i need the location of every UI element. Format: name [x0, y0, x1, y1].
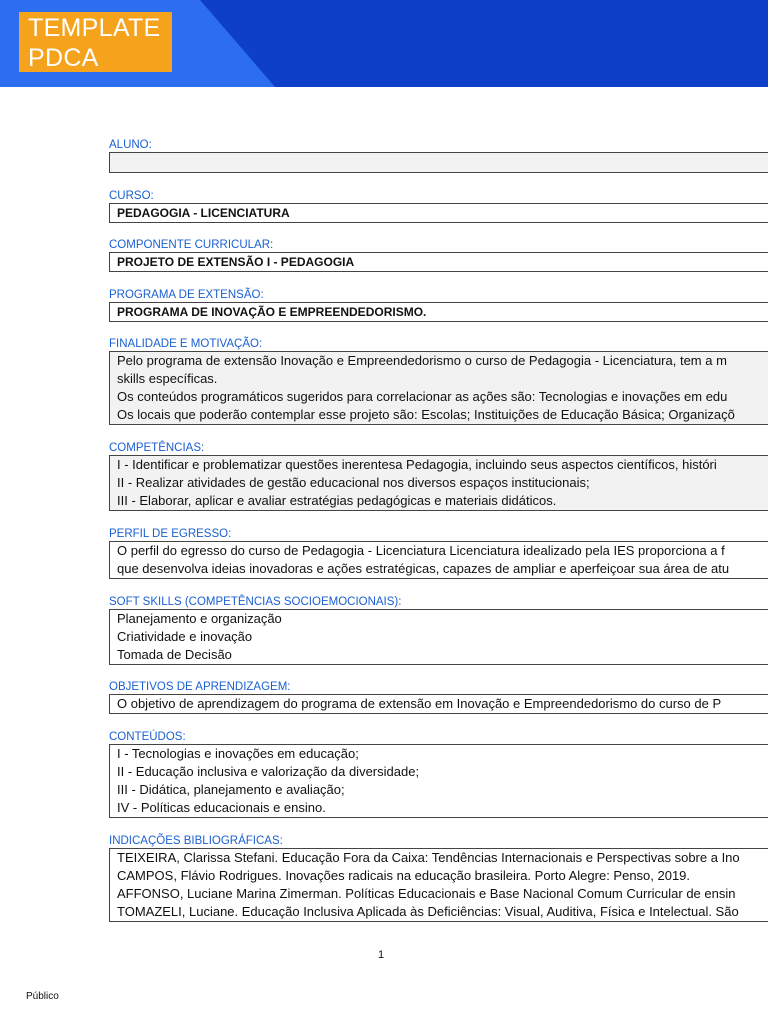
section-soft-skills — [109, 595, 768, 665]
perfil-line: que desenvolva ideias inovadoras e ações estratégicas, capazes de ampliar e aperfeiçoar sua área de atu — [117, 561, 730, 576]
conteudos-line: II - Educação inclusiva e valorização da diversidade; — [117, 764, 420, 779]
objetivos-line: O objetivo de aprendizagem do programa de extensão em Inovação e Empreendedorismo do curso de P — [117, 696, 722, 711]
soft-skills-line: Planejamento e organização — [117, 611, 282, 626]
competencias-label: COMPETÊNCIAS: — [109, 442, 205, 454]
componente-field[interactable] — [109, 252, 768, 272]
section-aluno — [109, 138, 768, 173]
bibliografia-line: TOMAZELI, Luciane. Educação Inclusiva Aplicada às Deficiências: Visual, Auditiva, Física e Intelectual. São — [117, 904, 739, 919]
perfil-field[interactable] — [109, 541, 768, 579]
section-competencias — [109, 441, 768, 511]
competencias-line: III - Elaborar, aplicar e avaliar estratégias pedagógicas e materiais didáticos. — [117, 493, 557, 508]
section-conteudos — [109, 730, 768, 818]
programa-field[interactable] — [109, 302, 768, 322]
section-curso — [109, 189, 768, 223]
curso-value: PEDAGOGIA - LICENCIATURA — [117, 206, 290, 220]
section-programa — [109, 288, 768, 322]
perfil-label: PERFIL DE EGRESSO: — [109, 528, 232, 540]
aluno-label: ALUNO: — [109, 139, 152, 151]
footer-classification: Público — [26, 991, 59, 1002]
conteudos-line: IV - Políticas educacionais e ensino. — [117, 800, 326, 815]
template-badge — [19, 12, 172, 72]
perfil-line: O perfil do egresso do curso de Pedagogia - Licenciatura Licenciatura idealizado pela IES proporciona a f — [117, 543, 725, 558]
bibliografia-field[interactable] — [109, 848, 768, 922]
conteudos-line: III - Didática, planejamento e avaliação; — [117, 782, 345, 797]
componente-label: COMPONENTE CURRICULAR: — [109, 239, 274, 251]
componente-value: PROJETO DE EXTENSÃO I - PEDAGOGIA — [117, 255, 355, 269]
section-objetivos — [109, 680, 768, 714]
soft-skills-line: Tomada de Decisão — [117, 647, 232, 662]
curso-label: CURSO: — [109, 190, 154, 202]
conteudos-label: CONTEÚDOS: — [109, 731, 186, 743]
page-number: 1 — [378, 949, 385, 961]
soft-skills-line: Criatividade e inovação — [117, 629, 253, 644]
bibliografia-line: AFFONSO, Luciane Marina Zimerman. Políticas Educacionais e Base Nacional Comum Curricular de ensin — [117, 886, 736, 901]
bibliografia-label: INDICAÇÕES BIBLIOGRÁFICAS: — [109, 835, 283, 847]
finalidade-line: Pelo programa de extensão Inovação e Empreendedorismo o curso de Pedagogia - Licenciatura, tem a m — [117, 353, 727, 368]
competencias-line: II - Realizar atividades de gestão educacional nos diversos espaços institucionais; — [117, 475, 590, 490]
finalidade-line: skills específicas. — [117, 371, 218, 386]
header-banner — [0, 0, 768, 87]
objetivos-field[interactable] — [109, 694, 768, 714]
bibliografia-line: TEIXEIRA, Clarissa Stefani. Educação Fora da Caixa: Tendências Internacionais e Perspectivas sobre a Ino — [117, 850, 740, 865]
finalidade-line: Os conteúdos programáticos sugeridos para correlacionar as ações são: Tecnologias e inovações em edu — [117, 389, 728, 404]
bibliografia-line: CAMPOS, Flávio Rodrigues. Inovações radicais na educação brasileira. Porto Alegre: Penso, 2019. — [117, 868, 691, 883]
programa-value: PROGRAMA DE INOVAÇÃO E EMPREENDEDORISMO. — [117, 305, 427, 319]
soft-skills-label: SOFT SKILLS (COMPETÊNCIAS SOCIOEMOCIONAIS): — [109, 596, 402, 608]
competencias-line: I - Identificar e problematizar questões inerentesa Pedagogia, incluindo seus aspectos científicos, históri — [117, 457, 717, 472]
finalidade-label: FINALIDADE E MOTIVAÇÃO: — [109, 338, 263, 350]
conteudos-field[interactable] — [109, 744, 768, 818]
section-bibliografia — [109, 834, 768, 922]
section-finalidade — [109, 337, 768, 425]
conteudos-line: I - Tecnologias e inovações em educação; — [117, 746, 359, 761]
objetivos-label: OBJETIVOS DE APRENDIZAGEM: — [109, 681, 291, 693]
badge-title-line2: PDCA — [28, 44, 99, 72]
programa-label: PROGRAMA DE EXTENSÃO: — [109, 289, 264, 301]
section-perfil — [109, 527, 768, 579]
aluno-field[interactable] — [109, 152, 768, 173]
finalidade-field[interactable] — [109, 351, 768, 425]
finalidade-line: Os locais que poderão contemplar esse projeto são: Escolas; Instituições de Educação Básica; Organizaçõ — [117, 407, 735, 422]
curso-field[interactable] — [109, 203, 768, 223]
badge-title-line1: TEMPLATE — [28, 14, 161, 42]
competencias-field[interactable] — [109, 455, 768, 511]
soft-skills-field[interactable] — [109, 609, 768, 665]
section-componente — [109, 238, 768, 272]
